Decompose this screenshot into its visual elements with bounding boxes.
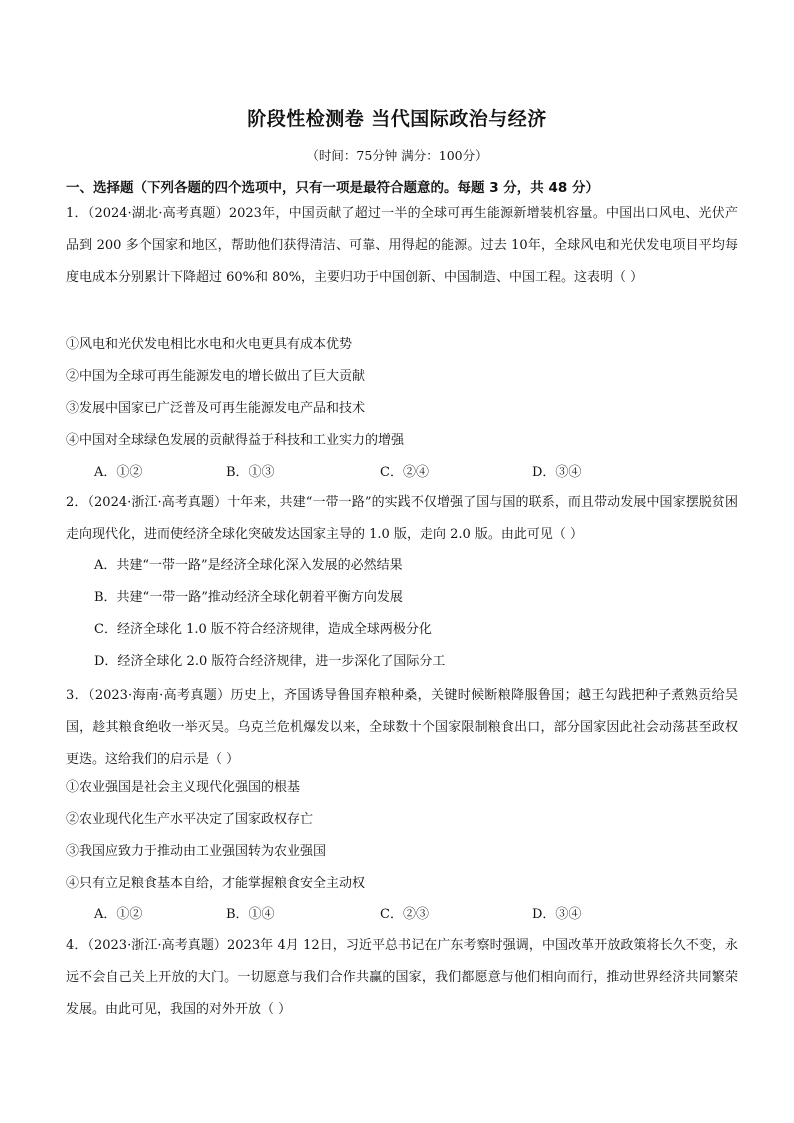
question-1-option-d[interactable]: D．③④ (532, 465, 582, 480)
question-3-option-d[interactable]: D．③④ (532, 907, 582, 922)
question-2-option-d[interactable]: D．经济全球化 2.0 版符合经济规律，进一步深化了国际分工 (94, 654, 446, 669)
question-1-item-4: ④中国对全球绿色发展的贡献得益于科技和工业实力的增强 (66, 433, 405, 448)
question-1-item-2: ②中国为全球可再生能源发电的增长做出了巨大贡献 (66, 369, 366, 384)
question-4-stem: 4．（2023·浙江·高考真题）2023年 4月 12日，习近平总书记在广东考察时强调，中国改革开放政策将长久不变，永远不会自己关上开放的大门。一切愿意与我们合作共赢的国家，我们都愿意与他们相向而行，推动世界经济共同繁荣发展。由此可见，我国的对外开放（ ） (66, 938, 738, 1017)
question-2-stem: 2．（2024·浙江·高考真题）十年来，共建“一带一路”的实践不仅增强了国与国的联系，而且带动发展中国家摆脱贫困走向现代化，进而使经济全球化突破发达国家主导的 1.0 版，走向 2.0 版。由此可见（ ） (66, 495, 738, 542)
question-1-option-c[interactable]: C．②④ (380, 465, 429, 480)
exam-time-and-score: （时间：75分钟 满分：100分） (306, 148, 488, 163)
question-1-option-b[interactable]: B．①③ (226, 465, 275, 480)
question-2-option-b[interactable]: B．共建“一带一路”推动经济全球化朝着平衡方向发展 (94, 590, 403, 605)
question-2-option-c[interactable]: C．经济全球化 1.0 版不符合经济规律，造成全球两极分化 (94, 622, 432, 637)
question-1-item-1: ①风电和光伏发电相比水电和火电更具有成本优势 (66, 337, 353, 352)
question-3-item-2: ②农业现代化生产水平决定了国家政权存亡 (66, 812, 314, 827)
question-1-item-3: ③发展中国家已广泛普及可再生能源发电产品和技术 (66, 401, 366, 416)
question-1-option-a[interactable]: A．①② (94, 465, 143, 480)
section-heading: 一、选择题（下列各题的四个选项中，只有一项是最符合题意的。每题 3 分，共 48 分） (66, 180, 599, 196)
question-3-option-c[interactable]: C．②③ (380, 907, 429, 922)
question-3-item-4: ④只有立足粮食基本自给，才能掌握粮食安全主动权 (66, 876, 366, 891)
question-3-stem: 3．（2023·海南·高考真题）历史上，齐国诱导鲁国弃粮种桑，关键时候断粮降服鲁国；越王勾践把种子煮熟贡给吴国，趁其粮食绝收一举灭吴。乌克兰危机爆发以来，全球数十个国家限制粮食出口，部分国家因此社会动荡甚至政权更迭。这给我们的启示是（ ） (66, 688, 738, 767)
question-3-option-a[interactable]: A．①② (94, 907, 143, 922)
question-3-item-1: ①农业强国是社会主义现代化强国的根基 (66, 780, 301, 795)
question-2-option-a[interactable]: A．共建“一带一路”是经济全球化深入发展的必然结果 (94, 558, 403, 573)
page-title: 阶段性检测卷 当代国际政治与经济 (247, 108, 547, 130)
question-3-item-3: ③我国应致力于推动由工业强国转为农业强国 (66, 844, 327, 859)
question-3-option-b[interactable]: B．①④ (226, 907, 275, 922)
question-1-stem: 1．（2024·湖北·高考真题）2023年，中国贡献了超过一半的全球可再生能源新增装机容量。中国出口风电、光伏产品到 200 多个国家和地区，帮助他们获得清洁、可靠、用得起的能源。过去 10年，全球风电和光伏发电项目平均每度电成本分别累计下降超过 60%和 80%，主要归功于中国创新、中国制造、中国工程。这表明（ ） (66, 206, 738, 285)
